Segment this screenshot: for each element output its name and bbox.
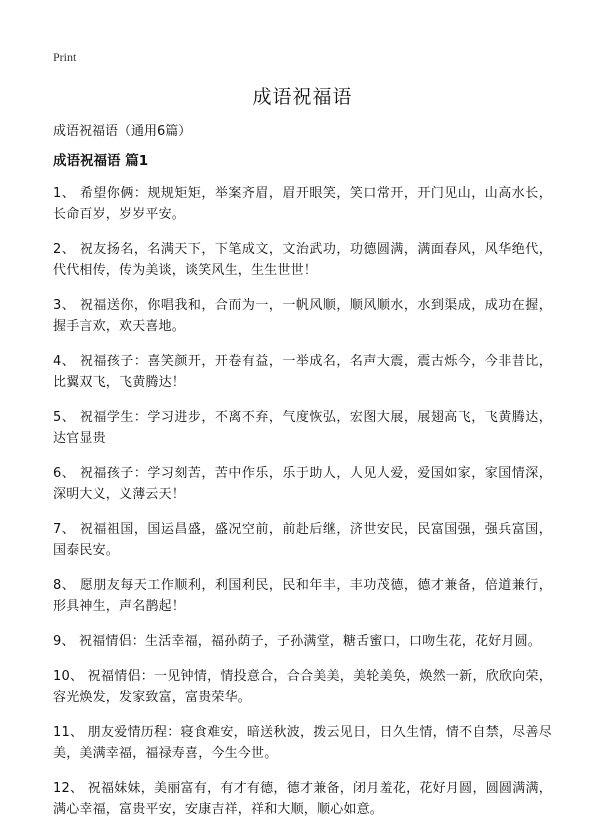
blessing-item: 5、 祝福学生：学习进步，不离不弃，气度恢弘，宏图大展，展翅高飞，飞黄腾达，达官显贵 [53,410,552,446]
document-title: 成语祝福语 [252,86,353,108]
print-link[interactable]: Print [53,50,77,64]
blessing-item: 6、 祝福孩子：学习刻苦，苦中作乐，乐于助人，人见人爱，爱国如家，家国情深，深明大义，义薄云天！ [53,466,552,502]
blessing-item: 3、 祝福送你，你唱我和，合而为一，一帆风顺，顺风顺水，水到渠成，成功在握，握手言欢，欢天喜地。 [53,298,552,334]
blessing-item: 7、 祝福祖国，国运昌盛，盛况空前，前赴后继，济世安民，民富国强，强兵富国，国泰民安。 [53,522,552,558]
blessing-item: 9、 祝福情侣：生活幸福，福孙荫子，子孙满堂，糖舌蜜口，口吻生花，花好月圆。 [53,634,542,649]
document-subtitle: 成语祝福语（通用6篇） [53,124,192,139]
blessing-item: 1、 希望你俩：规规矩矩，举案齐眉，眉开眼笑，笑口常开，开门见山，山高水长，长命百岁，岁岁平安。 [53,186,552,222]
section-heading: 成语祝福语 篇1 [53,153,149,169]
blessing-item: 2、 祝友扬名，名满天下，下笔成文，文治武功，功德圆满，满面春风，风华绝代，代代相传，传为美谈，谈笑风生，生生世世！ [53,242,552,278]
blessing-item: 10、 祝福情侣：一见钟情，情投意合，合合美美，美轮美奂，焕然一新，欣欣向荣，容光焕发，发家致富，富贵荣华。 [53,669,552,705]
blessing-item: 12、 祝福妹妹，美丽富有，有才有德，德才兼备，闭月羞花，花好月圆，圆圆满满，满心幸福，富贵平安，安康吉祥，祥和大顺，顺心如意。 [53,781,552,817]
blessing-item: 11、 朋友爱情历程：寝食难安，暗送秋波，拨云见日，日久生情，情不自禁，尽善尽美，美满幸福，福禄寿喜，今生今世。 [53,725,552,761]
blessing-list [53,183,552,820]
blessing-item: 8、 愿朋友每天工作顺利，利国利民，民和年丰，丰功茂德，德才兼备，倍道兼行，形具神生，声名鹊起！ [53,578,552,614]
blessing-item: 4、 祝福孩子：喜笑颜开，开卷有益，一举成名，名声大震，震古烁今，今非昔比，比翼双飞，飞黄腾达！ [53,354,552,390]
